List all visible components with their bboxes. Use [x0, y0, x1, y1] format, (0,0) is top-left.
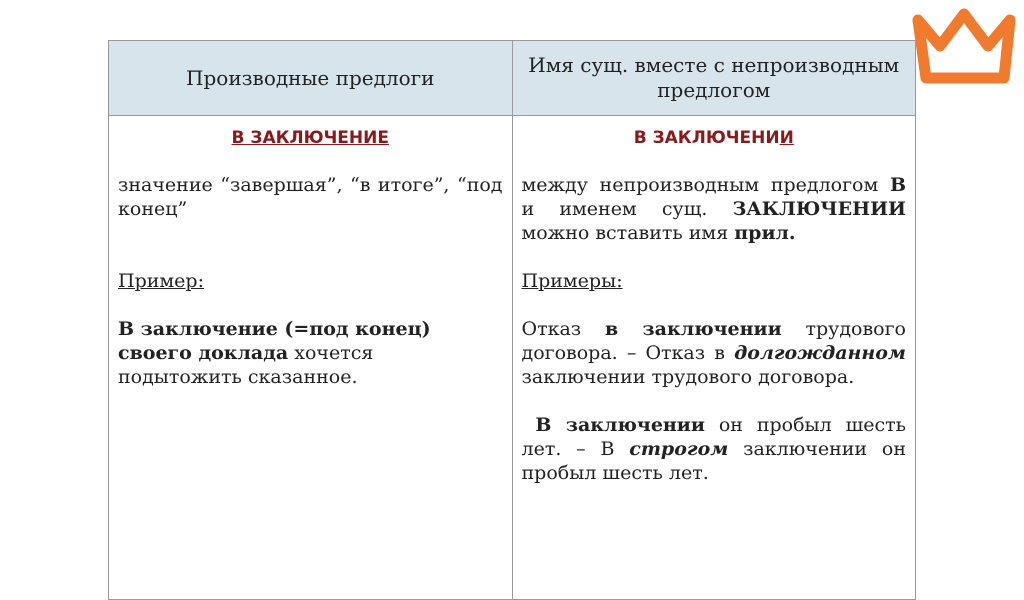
content-row	[109, 116, 916, 600]
left-heading: В ЗАКЛЮЧЕНИЕ	[231, 128, 389, 148]
right-column	[512, 116, 916, 600]
crown-icon	[910, 6, 1018, 88]
left-example-label: Пример:	[118, 270, 204, 292]
left-example: В заключение (=под конец) своего доклада хочется подытожить сказанное.	[118, 318, 431, 388]
right-examples-label: Примеры:	[521, 270, 623, 292]
comparison-table	[108, 40, 916, 600]
header-right: Имя сущ. вместе с непроизводным предлогом	[512, 41, 916, 116]
header-left: Производные предлоги	[109, 41, 513, 116]
left-column	[109, 116, 513, 600]
right-example-1: Отказ в заключении трудового договора. – Отказ в долгожданном заключении трудового договора.	[521, 318, 906, 388]
left-meaning: значение “завершая”, “в итоге”, “под конец”	[118, 174, 503, 220]
right-rule: между непроизводным предлогом В и именем сущ. ЗАКЛЮЧЕНИИ можно вставить имя прил.	[521, 174, 906, 244]
right-heading: В ЗАКЛЮЧЕНИИ	[633, 128, 794, 148]
header-row	[109, 41, 916, 116]
right-example-2: В заключении он пробыл шесть лет. – В строгом заключении он пробыл шесть лет.	[521, 414, 906, 484]
